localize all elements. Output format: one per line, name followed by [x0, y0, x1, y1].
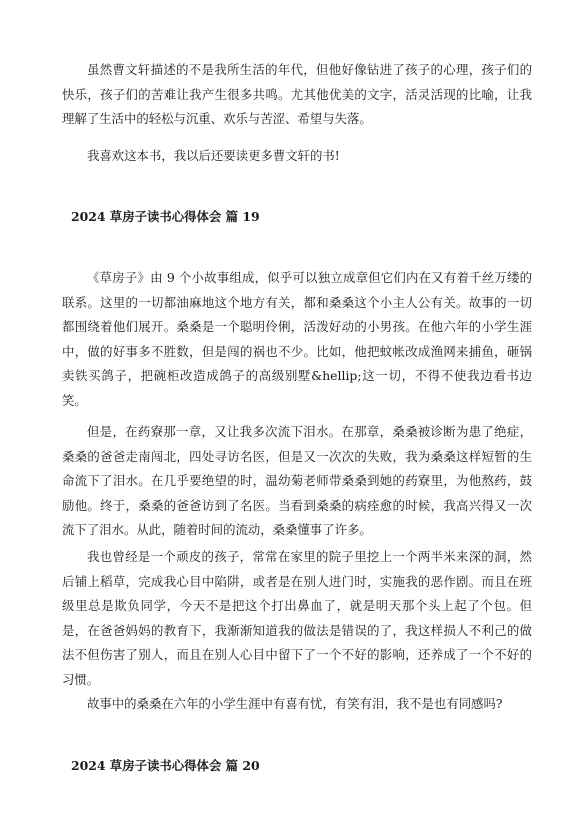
paragraph-intro-2: 我喜欢这本书，我以后还要读更多曹文轩的书!: [87, 148, 340, 163]
paragraph-19-4: 故事中的桑桑在六年的小学生涯中有喜有忧，有笑有泪，我不是也有同感吗?: [87, 696, 503, 711]
paragraph-19-1: 《草房子》由 9 个小故事组成，似乎可以独立成章但它们内在又有着千丝万缕的联系。这里的一切都油麻地这个地方有关，都和桑桑这个小主人公有关。故事的一切都围绕着他们展开。桑桑是一个聪明伶俐，活泼好动的小男孩。在他六年的小学生涯中，做的好事多不胜数，但是闯的祸也不少。比如，他把蚊帐改成渔网来捕鱼，砸锅卖铁买鸽子，把碗柜改造成鸽子的高级别墅&hellip;这一切，不得不使我边看书边笑。: [62, 270, 532, 408]
section-heading-20: 2024 草房子读书心得体会 篇 20: [71, 758, 260, 773]
paragraph-19-2: 但是，在药寮那一章，又让我多次流下泪水。在那章，桑桑被诊断为患了绝症，桑桑的爸爸走南闯北，四处寻访名医，但是又一次次的失败，我为桑桑这样短暂的生命流下了泪水。在几乎要绝望的时，温幼菊老师带桑桑到她的药寮里，为他熬药，鼓励他。终于，桑桑的爸爸访到了名医。当看到桑桑的病痊愈的时候，我高兴得又一次流下了泪水。从此，随着时间的流动，桑桑懂事了许多。: [62, 424, 532, 538]
paragraph-19-3: 我也曾经是一个顽皮的孩子，常常在家里的院子里挖上一个两半米来深的洞，然后铺上稻草，完成我心目中陷阱，或者是在别人进门时，实施我的恶作剧。而且在班级里总是欺负同学，今天不是把这个打出鼻血了，就是明天那个头上起了个包。但是，在爸爸妈妈的教育下，我渐渐知道我的做法是错误的了，我这样损人不利己的做法不但伤害了别人，而且在别人心目中留下了一个不好的影响，还养成了一个不好的习惯。: [62, 549, 532, 687]
section-heading-19: 2024 草房子读书心得体会 篇 19: [71, 209, 260, 224]
paragraph-intro-1: 虽然曹文轩描述的不是我所生活的年代，但他好像钻进了孩子的心理，孩子们的快乐，孩子们的苦难让我产生很多共鸣。尤其他优美的文字，活灵活现的比喻，让我理解了生活中的轻松与沉重、欢乐与苦涩、希望与失落。: [62, 62, 532, 127]
